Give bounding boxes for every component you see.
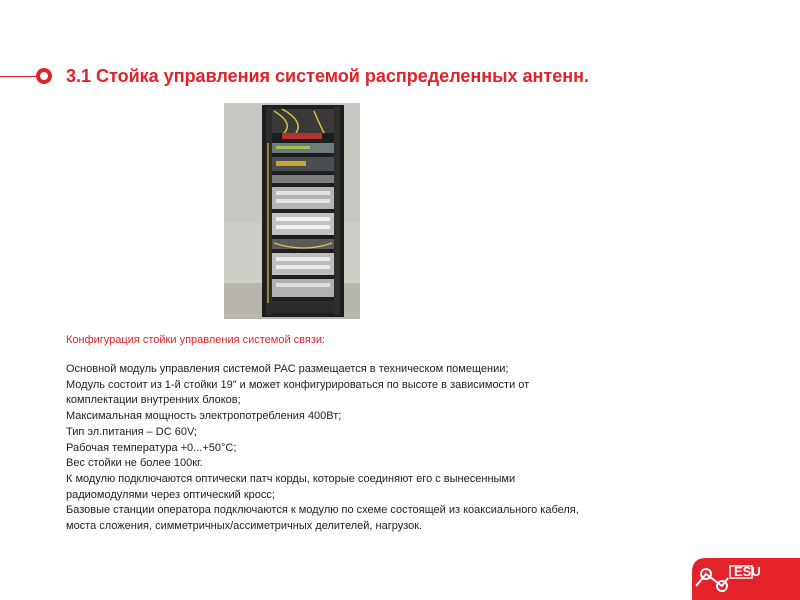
spec-line: комплектации внутренних блоков; <box>66 394 241 407</box>
spec-line: Основной модуль управления системой РАС размещается в техническом помещении; <box>66 363 509 375</box>
spec-line: Модуль состоит из 1-й стойки 19" и может конфигурироваться по высоте в зависимости от <box>66 378 530 391</box>
bullet-ring-icon <box>36 68 52 84</box>
logo-text: ESU <box>734 564 761 579</box>
esu-logo-icon <box>676 552 800 600</box>
server-rack-photo <box>224 103 360 319</box>
spec-line: Тип эл.питания – DC 60V; <box>66 425 197 438</box>
spec-line: Рабочая температура +0...+50°C; <box>66 441 237 454</box>
slide-title: 3.1 Стойка управления системой распределенных антенн. <box>66 66 589 86</box>
spec-line: моста сложения, симметричных/ассиметричных делителей, нагрузок. <box>66 520 423 533</box>
title-accent-line <box>0 76 40 77</box>
spec-line: Базовые станции оператора подключаются к модулю по схеме состоящей из коаксиального кабеля, <box>66 504 579 517</box>
spec-line: Максимальная мощность электропотребления 400Вт; <box>66 410 342 423</box>
spec-line: Вес стойки не более 100кг. <box>66 457 203 470</box>
section-subtitle: Конфигурация стойки управления системой связи: <box>66 334 326 346</box>
specification-text <box>66 362 746 535</box>
spec-line: К модулю подключаются оптически патч корды, которые соединяют его с вынесенными <box>66 472 516 485</box>
spec-line: радиомодулями через оптический кросс; <box>66 488 275 501</box>
